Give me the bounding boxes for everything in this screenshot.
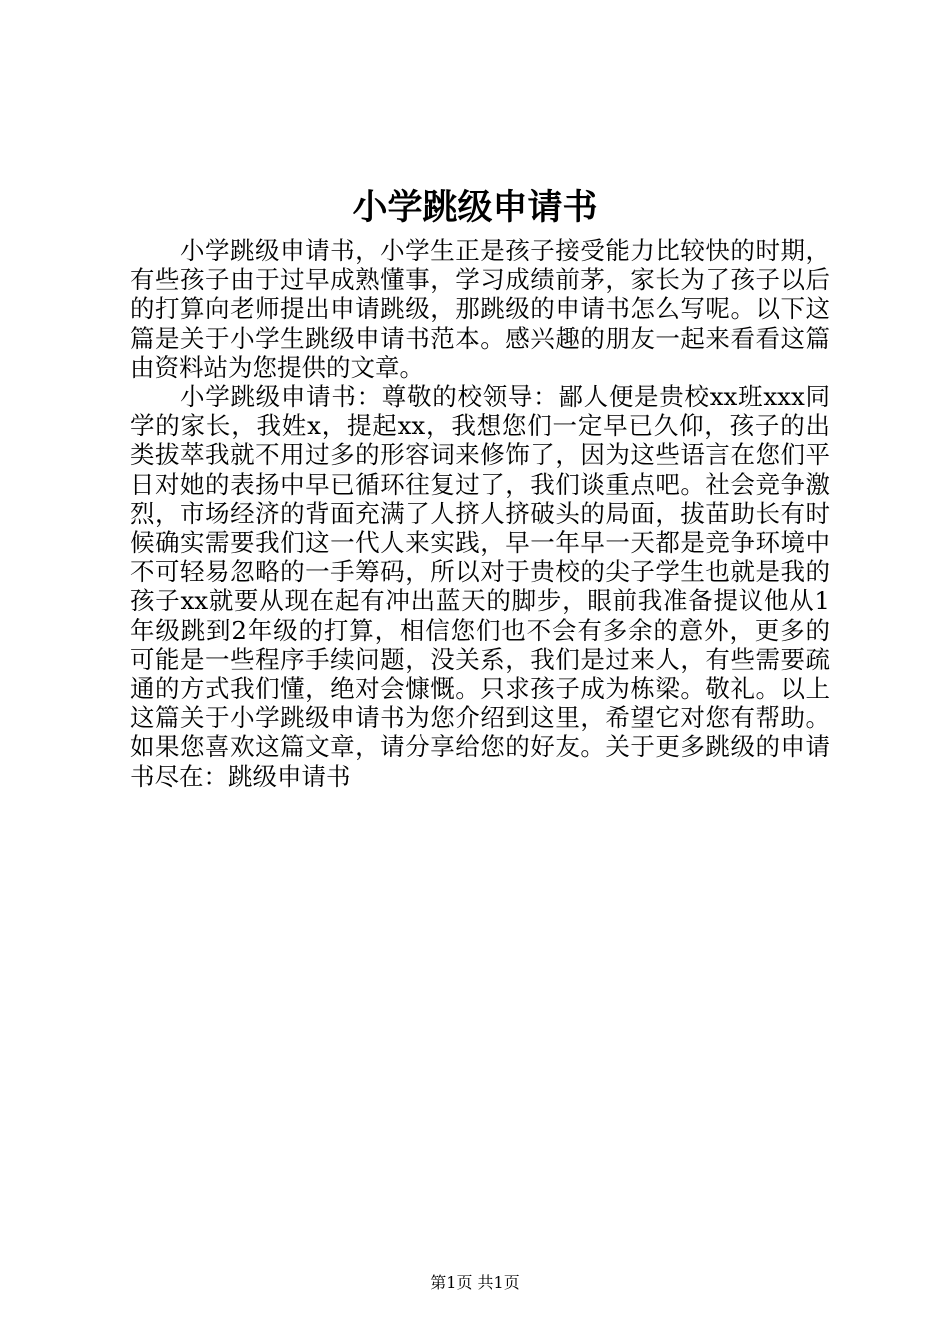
document-title: 小学跳级申请书 — [352, 188, 598, 228]
document-body — [130, 236, 830, 791]
paragraph-letter: 小学跳级申请书：尊敬的校领导：鄙人便是贵校xx班xxx同学的家长，我姓x，提起xx，我想您们一定早已久仰，孩子的出类拔萃我就不用过多的形容词来修饰了，因为这些语言在您们平日对她的表扬中早已循环往复过了，我们谈重点吧。社会竞争激烈，市场经济的背面充满了人挤人挤破头的局面，拔苗助长有时候确实需要我们这一代人来实践，早一年早一天都是竞争环境中不可轻易忽略的一手筹码，所以对于贵校的尖子学生也就是我的孩子xx就要从现在起有冲出蓝天的脚步，眼前我准备提议他从1年级跳到2年级的打算，相信您们也不会有多余的意外，更多的可能是一些程序手续问题，没关系，我们是过来人，有些需要疏通的方式我们懂，绝对会慷慨。只求孩子成为栋梁。敬礼。以上这篇关于小学跳级申请书为您介绍到这里，希望它对您有帮助。如果您喜欢这篇文章，请分享给您的好友。关于更多跳级的申请书尽在：跳级申请书 — [130, 382, 830, 791]
page-number-footer: 第1页 共1页 — [430, 1273, 520, 1292]
paragraph-intro: 小学跳级申请书，小学生正是孩子接受能力比较快的时期，有些孩子由于过早成熟懂事，学习成绩前茅，家长为了孩子以后的打算向老师提出申请跳级，那跳级的申请书怎么写呢。以下这篇是关于小学生跳级申请书范本。感兴趣的朋友一起来看看这篇由资料站为您提供的文章。 — [130, 236, 830, 382]
